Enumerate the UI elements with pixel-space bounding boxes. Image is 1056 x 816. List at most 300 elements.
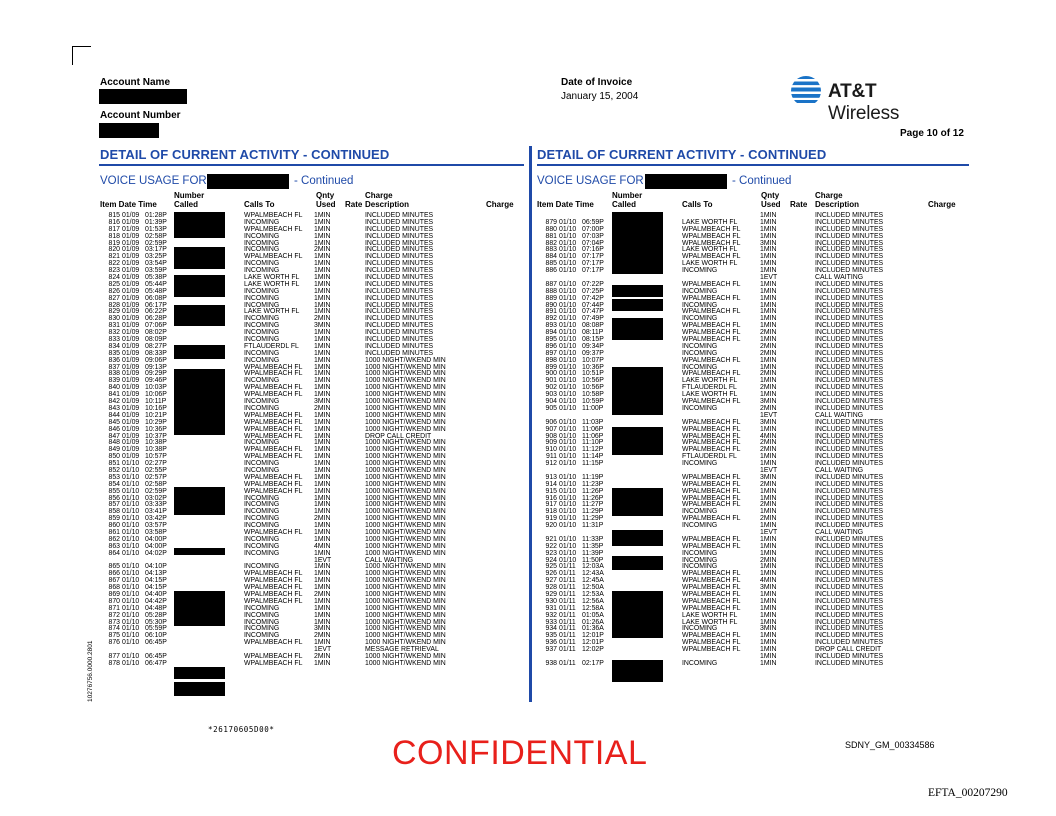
cell-item-number: 919 xyxy=(545,515,557,523)
cell-date: 01/10 xyxy=(559,246,577,254)
cell-time: 11:26P xyxy=(582,494,604,502)
cell-quantity: 2MIN xyxy=(314,632,331,640)
redacted-numbers xyxy=(612,488,663,516)
cell-quantity: 1MIN xyxy=(314,604,331,612)
cell-calls-to: INCOMING xyxy=(682,342,718,350)
cell-time: 06:22P xyxy=(145,308,167,316)
cell-calls-to: INCOMING xyxy=(244,294,280,302)
cell-item-number: 849 xyxy=(108,446,120,454)
cell-description: 1000 NIGHT/WKEND MIN xyxy=(365,398,446,406)
cell-time: 12:58A xyxy=(582,604,604,612)
cell-quantity: 2MIN xyxy=(760,404,777,412)
cell-time: 04:00P xyxy=(145,542,167,550)
cell-quantity: 1EVT xyxy=(760,274,778,282)
cell-description: INCLUDED MINUTES xyxy=(815,239,884,247)
cell-calls-to: INCOMING xyxy=(244,535,280,543)
cell-time: 01:26A xyxy=(582,618,604,626)
cell-date: 01/09 xyxy=(122,246,140,254)
cell-item-number: 928 xyxy=(545,584,557,592)
cell-description: 1000 NIGHT/WKEND MIN xyxy=(365,404,446,412)
cell-item-number: 915 xyxy=(545,487,557,495)
cell-date: 01/09 xyxy=(122,294,140,302)
cell-item-number: 870 xyxy=(108,597,120,605)
cell-date: 01/10 xyxy=(559,356,577,364)
cell-calls-to: FTLAUDERDL FL xyxy=(244,342,299,350)
cell-item-number: 918 xyxy=(545,508,557,516)
cell-calls-to: WPALMBEACH FL xyxy=(244,225,303,233)
cell-description: INCLUDED MINUTES xyxy=(815,625,884,633)
cell-quantity: 1MIN xyxy=(314,287,331,295)
cell-quantity: 2MIN xyxy=(760,349,777,357)
cell-item-number: 887 xyxy=(545,280,557,288)
cell-time: 06:10P xyxy=(145,632,167,640)
cell-item-number: 846 xyxy=(108,425,120,433)
cell-date: 01/09 xyxy=(122,253,140,261)
cell-date: 01/10 xyxy=(122,590,140,598)
cell-quantity: 1MIN xyxy=(314,363,331,371)
cell-date: 01/11 xyxy=(559,570,576,578)
cell-item-number: 884 xyxy=(545,253,557,261)
cell-quantity: 1MIN xyxy=(314,528,331,536)
cell-description: INCLUDED MINUTES xyxy=(815,570,884,578)
cell-time: 06:17P xyxy=(145,301,167,309)
redacted-numbers xyxy=(174,345,225,359)
cell-item-number: 858 xyxy=(108,508,120,516)
cell-time: 10:38P xyxy=(145,439,167,447)
cell-description: INCLUDED MINUTES xyxy=(815,508,884,516)
cell-description: 1000 NIGHT/WKEND MIN xyxy=(365,590,446,598)
cell-quantity: 1MIN xyxy=(760,453,777,461)
cell-quantity: 1MIN xyxy=(314,577,331,585)
cell-time: 01:39P xyxy=(145,218,167,226)
cell-item-number: 925 xyxy=(545,563,557,571)
left-col-used: Used xyxy=(316,200,336,209)
sdny-bates: SDNY_GM_00334586 xyxy=(845,740,935,750)
cell-date: 01/10 xyxy=(559,253,577,261)
cell-calls-to: WPALMBEACH FL xyxy=(244,425,303,433)
cell-time: 10:58P xyxy=(582,391,604,399)
cell-time: 10:37P xyxy=(145,432,167,440)
cell-calls-to: WPALMBEACH FL xyxy=(682,577,741,585)
cell-description: 1000 NIGHT/WKEND MIN xyxy=(365,446,446,454)
cell-description: INCLUDED MINUTES xyxy=(815,542,884,550)
cell-item-number: 880 xyxy=(545,225,557,233)
cell-description: INCLUDED MINUTES xyxy=(365,342,434,350)
cell-description: INCLUDED MINUTES xyxy=(815,632,884,640)
cell-date: 01/10 xyxy=(122,570,140,578)
left-col-rate: Rate xyxy=(345,200,363,209)
cell-description: 1000 NIGHT/WKEND MIN xyxy=(365,460,446,468)
cell-calls-to: WPALMBEACH FL xyxy=(682,515,741,523)
cell-time: 10:56P xyxy=(582,384,604,392)
cell-calls-to: FTLAUDERDL FL xyxy=(682,453,737,461)
cell-time: 12:50A xyxy=(582,584,604,592)
cell-time: 11:19P xyxy=(582,473,604,481)
cell-quantity: 1MIN xyxy=(314,274,331,282)
cell-date: 01/09 xyxy=(122,411,140,419)
cell-time: 12:02P xyxy=(582,646,604,654)
cell-description: INCLUDED MINUTES xyxy=(365,315,434,323)
cell-calls-to: INCOMING xyxy=(244,625,280,633)
cell-date: 01/10 xyxy=(559,494,577,502)
cell-calls-to: WPALMBEACH FL xyxy=(682,535,741,543)
cell-calls-to: INCOMING xyxy=(682,508,718,516)
cell-quantity: 2MIN xyxy=(760,480,777,488)
cell-date: 01/10 xyxy=(559,260,577,268)
cell-calls-to: WPALMBEACH FL xyxy=(244,411,303,419)
cell-time: 04:02P xyxy=(145,549,167,557)
cell-item-number: 922 xyxy=(545,542,557,550)
cell-time: 10:11P xyxy=(145,398,167,406)
cell-item-number: 841 xyxy=(108,391,120,399)
cell-date: 01/10 xyxy=(559,549,577,557)
usage-row xyxy=(100,661,525,668)
cell-quantity: 1MIN xyxy=(314,253,331,261)
cell-description: CALL WAITING xyxy=(365,556,414,564)
right-col-rate: Rate xyxy=(790,200,808,209)
cell-description: DROP CALL CREDIT xyxy=(365,432,432,440)
cell-time: 10:07P xyxy=(582,356,604,364)
cell-description: INCLUDED MINUTES xyxy=(815,301,884,309)
cell-date: 01/11 xyxy=(559,632,576,640)
cell-calls-to: WPALMBEACH FL xyxy=(682,239,741,247)
cell-description: INCLUDED MINUTES xyxy=(815,377,884,385)
cell-date: 01/11 xyxy=(559,625,576,633)
right-col-called: Called xyxy=(612,200,637,209)
cell-time: 10:56P xyxy=(582,377,604,385)
cell-item-number: 844 xyxy=(108,411,120,419)
cell-item-number: 905 xyxy=(545,404,557,412)
cell-item-number: 830 xyxy=(108,315,120,323)
cell-description: 1000 NIGHT/WKEND MIN xyxy=(365,501,446,509)
cell-quantity: 3MIN xyxy=(760,584,777,592)
cell-calls-to: INCOMING xyxy=(244,246,280,254)
cell-quantity: 1MIN xyxy=(314,563,331,571)
cell-calls-to: INCOMING xyxy=(244,611,280,619)
cell-description: DROP CALL CREDIT xyxy=(815,646,882,654)
cell-date: 01/10 xyxy=(122,639,140,647)
cell-description: INCLUDED MINUTES xyxy=(815,212,884,219)
cell-quantity: 1MIN xyxy=(760,225,777,233)
cell-date: 01/10 xyxy=(122,584,140,592)
cell-calls-to: INCOMING xyxy=(244,494,280,502)
cell-date: 01/11 xyxy=(559,584,576,592)
cell-quantity: 1MIN xyxy=(760,315,777,323)
cell-calls-to: INCOMING xyxy=(244,322,280,330)
left-col-calls-to: Calls To xyxy=(244,200,275,209)
cell-item-number: 933 xyxy=(545,618,557,626)
cell-quantity: 4MIN xyxy=(760,577,777,585)
cell-calls-to: WPALMBEACH FL xyxy=(244,384,303,392)
page-number: Page 10 of 12 xyxy=(900,128,964,139)
cell-date: 01/10 xyxy=(559,342,577,350)
cell-date: 01/11 xyxy=(559,659,576,667)
cell-description: INCLUDED MINUTES xyxy=(365,225,434,233)
cell-time: 05:44P xyxy=(145,280,167,288)
cell-item-number: 826 xyxy=(108,287,120,295)
cell-quantity: 1MIN xyxy=(760,391,777,399)
cell-quantity: 1MIN xyxy=(760,246,777,254)
cell-quantity: 1MIN xyxy=(314,611,331,619)
cell-quantity: 1MIN xyxy=(760,232,777,240)
cell-quantity: 1MIN xyxy=(760,336,777,344)
cell-description: INCLUDED MINUTES xyxy=(815,218,884,226)
cell-description: 1000 NIGHT/WKEND MIN xyxy=(365,515,446,523)
cell-quantity: 1MIN xyxy=(314,377,331,385)
cell-date: 01/10 xyxy=(559,384,577,392)
cell-calls-to: LAKE WORTH FL xyxy=(682,611,738,619)
cell-calls-to: WPALMBEACH FL xyxy=(244,653,303,660)
cell-date: 01/09 xyxy=(122,418,140,426)
cell-description: INCLUDED MINUTES xyxy=(815,618,884,626)
cell-item-number: 898 xyxy=(545,356,557,364)
cell-date: 01/09 xyxy=(122,336,140,344)
cell-item-number: 855 xyxy=(108,487,120,495)
cell-quantity: 2MIN xyxy=(760,556,777,564)
cell-quantity: 3MIN xyxy=(760,625,777,633)
cell-calls-to: WPALMBEACH FL xyxy=(682,225,741,233)
cell-item-number: 829 xyxy=(108,308,120,316)
redacted-account-name xyxy=(99,89,187,104)
cell-item-number: 862 xyxy=(108,535,120,543)
cell-quantity: 1MIN xyxy=(760,460,777,468)
cell-date: 01/10 xyxy=(122,577,140,585)
cell-calls-to: INCOMING xyxy=(682,659,718,667)
cell-time: 11:33P xyxy=(582,535,604,543)
cell-description: INCLUDED MINUTES xyxy=(815,439,884,447)
cell-description: 1000 NIGHT/WKEND MIN xyxy=(365,653,446,660)
cell-quantity: 1MIN xyxy=(314,336,331,344)
cell-item-number: 867 xyxy=(108,577,120,585)
cell-quantity: 1MIN xyxy=(760,535,777,543)
cell-date: 01/09 xyxy=(122,425,140,433)
cell-calls-to: WPALMBEACH FL xyxy=(682,473,741,481)
cell-quantity: 2MIN xyxy=(760,342,777,350)
cell-date: 01/09 xyxy=(122,301,140,309)
left-col-charge: Charge xyxy=(486,200,514,209)
cell-date: 01/09 xyxy=(122,260,140,268)
cell-quantity: 1MIN xyxy=(314,494,331,502)
cell-quantity: 2MIN xyxy=(314,590,331,598)
cell-quantity: 1MIN xyxy=(314,480,331,488)
right-col-number: Number xyxy=(612,191,643,200)
cell-item-number: 909 xyxy=(545,439,557,447)
cell-date: 01/10 xyxy=(122,473,140,481)
cell-calls-to: WPALMBEACH FL xyxy=(682,356,741,364)
cell-time: 07:17P xyxy=(582,253,604,261)
cell-calls-to: INCOMING xyxy=(682,363,718,371)
cell-date: 01/09 xyxy=(122,315,140,323)
cell-calls-to: FTLAUDERDL FL xyxy=(682,384,737,392)
cell-description: INCLUDED MINUTES xyxy=(815,260,884,268)
cell-item-number: 937 xyxy=(545,646,557,654)
cell-date: 01/10 xyxy=(122,508,140,516)
cell-time: 10:16P xyxy=(145,404,167,412)
cell-quantity: 1MIN xyxy=(314,294,331,302)
cell-calls-to: WPALMBEACH FL xyxy=(244,480,303,488)
redacted-numbers xyxy=(174,548,225,555)
cell-quantity: 1MIN xyxy=(760,570,777,578)
cell-description: 1000 NIGHT/WKEND MIN xyxy=(365,542,446,550)
cell-item-number: 838 xyxy=(108,370,120,378)
cell-date: 01/10 xyxy=(559,556,577,564)
cell-quantity: 1MIN xyxy=(314,501,331,509)
cell-item-number: 883 xyxy=(545,246,557,254)
cell-date: 01/10 xyxy=(559,301,577,309)
cell-item-number: 890 xyxy=(545,301,557,309)
cell-date: 01/09 xyxy=(122,329,140,337)
cell-time: 02:59P xyxy=(145,239,167,247)
cell-time: 11:39P xyxy=(582,549,604,557)
cell-item-number: 837 xyxy=(108,363,120,371)
cell-quantity: 1MIN xyxy=(760,287,777,295)
redacted-numbers xyxy=(612,591,663,638)
cell-time: 11:35P xyxy=(582,542,604,550)
usage-row xyxy=(537,406,969,413)
cell-date: 01/10 xyxy=(559,404,577,412)
cell-time: 05:48P xyxy=(145,287,167,295)
cell-description: INCLUDED MINUTES xyxy=(815,322,884,330)
cell-calls-to: WPALMBEACH FL xyxy=(682,646,741,654)
cell-date: 01/09 xyxy=(122,280,140,288)
cell-date: 01/10 xyxy=(122,597,140,605)
cell-quantity: 1MIN xyxy=(760,653,777,660)
cell-quantity: 1MIN xyxy=(760,618,777,626)
cell-description: INCLUDED MINUTES xyxy=(815,418,884,426)
cell-calls-to: WPALMBEACH FL xyxy=(682,432,741,440)
cell-time: 08:09P xyxy=(145,336,167,344)
cell-date: 01/11 xyxy=(559,639,576,647)
cell-item-number: 852 xyxy=(108,466,120,474)
cell-time: 09:29P xyxy=(145,370,167,378)
cell-calls-to: WPALMBEACH FL xyxy=(682,370,741,378)
cell-item-number: 857 xyxy=(108,501,120,509)
left-col-description: Description xyxy=(365,200,410,209)
cell-date: 01/10 xyxy=(122,604,140,612)
cell-item-number: 821 xyxy=(108,253,120,261)
cell-description: 1000 NIGHT/WKEND MIN xyxy=(365,487,446,495)
left-title-rule xyxy=(99,164,524,166)
cell-time: 08:33P xyxy=(145,349,167,357)
cell-description: INCLUDED MINUTES xyxy=(815,639,884,647)
cell-date: 01/09 xyxy=(122,239,140,247)
cell-item-number: 916 xyxy=(545,494,557,502)
cell-date: 01/10 xyxy=(559,315,577,323)
cell-calls-to: INCOMING xyxy=(244,218,280,226)
redacted-numbers xyxy=(174,591,225,626)
cell-quantity: 2MIN xyxy=(314,653,331,660)
cell-item-number: 891 xyxy=(545,308,557,316)
cell-description: INCLUDED MINUTES xyxy=(815,515,884,523)
cell-date: 01/11 xyxy=(559,618,576,626)
cell-calls-to: WPALMBEACH FL xyxy=(682,590,741,598)
cell-date: 01/10 xyxy=(122,466,140,474)
cell-quantity: 3MIN xyxy=(314,398,331,406)
cell-description: 1000 NIGHT/WKEND MIN xyxy=(365,597,446,605)
right-voice-continued: - Continued xyxy=(732,175,792,187)
cell-quantity: 1MIN xyxy=(314,508,331,516)
cell-item-number: 882 xyxy=(545,239,557,247)
cell-date: 01/10 xyxy=(559,460,577,468)
redacted-numbers xyxy=(174,305,225,326)
cell-quantity: 1MIN xyxy=(760,611,777,619)
cell-item-number: 894 xyxy=(545,329,557,337)
cell-date: 01/10 xyxy=(122,480,140,488)
cell-date: 01/10 xyxy=(122,522,140,530)
cell-item-number: 835 xyxy=(108,349,120,357)
cell-quantity: 1MIN xyxy=(760,549,777,557)
cell-item-number: 904 xyxy=(545,398,557,406)
cell-date: 01/09 xyxy=(122,342,140,350)
cell-calls-to: INCOMING xyxy=(244,260,280,268)
cell-calls-to: INCOMING xyxy=(244,522,280,530)
cell-item-number: 902 xyxy=(545,384,557,392)
cell-date: 01/10 xyxy=(559,363,577,371)
cell-date: 01/10 xyxy=(559,377,577,385)
cell-calls-to: WPALMBEACH FL xyxy=(682,253,741,261)
cell-calls-to: INCOMING xyxy=(682,556,718,564)
cell-item-number: 825 xyxy=(108,280,120,288)
redacted-numbers xyxy=(612,556,663,570)
cell-item-number: 863 xyxy=(108,542,120,550)
cell-date: 01/11 xyxy=(559,597,576,605)
cell-description: 1000 NIGHT/WKEND MIN xyxy=(365,625,446,633)
cell-description: 1000 NIGHT/WKEND MIN xyxy=(365,570,446,578)
cell-item-number: 875 xyxy=(108,632,120,640)
cell-quantity: 2MIN xyxy=(314,404,331,412)
cell-quantity: 1MIN xyxy=(314,439,331,447)
cell-time: 11:10P xyxy=(582,439,604,447)
cell-calls-to: WPALMBEACH FL xyxy=(244,590,303,598)
cell-item-number: 886 xyxy=(545,267,557,275)
cell-time: 12:03A xyxy=(582,563,604,571)
cell-calls-to: LAKE WORTH FL xyxy=(682,260,738,268)
cell-calls-to: WPALMBEACH FL xyxy=(244,659,303,667)
cell-time: 01:36A xyxy=(582,625,604,633)
cell-description: INCLUDED MINUTES xyxy=(365,280,434,288)
cell-time: 10:06P xyxy=(145,391,167,399)
cell-date: 01/10 xyxy=(122,494,140,502)
cell-description: 1000 NIGHT/WKEND MIN xyxy=(365,535,446,543)
cell-description: INCLUDED MINUTES xyxy=(815,384,884,392)
cell-time: 03:25P xyxy=(145,253,167,261)
cell-time: 01:28P xyxy=(145,212,167,219)
cell-item-number: 936 xyxy=(545,639,557,647)
cell-calls-to: INCOMING xyxy=(244,315,280,323)
cell-date: 01/10 xyxy=(559,508,577,516)
cell-time: 03:02P xyxy=(145,494,167,502)
redacted-numbers xyxy=(612,530,663,546)
cell-quantity: 1MIN xyxy=(314,384,331,392)
cell-quantity: 1MIN xyxy=(314,225,331,233)
cell-time: 05:59P xyxy=(145,625,167,633)
cell-calls-to: WPALMBEACH FL xyxy=(682,501,741,509)
cell-time: 03:57P xyxy=(145,522,167,530)
cell-date: 01/10 xyxy=(559,349,577,357)
cell-date: 01/10 xyxy=(559,329,577,337)
cell-date: 01/10 xyxy=(559,232,577,240)
cell-time: 07:06P xyxy=(145,322,167,330)
cell-item-number: 831 xyxy=(108,322,120,330)
cell-quantity: 3MIN xyxy=(760,239,777,247)
cell-quantity: 1MIN xyxy=(760,590,777,598)
cell-time: 11:50P xyxy=(582,556,604,564)
cell-date: 01/09 xyxy=(122,363,140,371)
cell-quantity: 1MIN xyxy=(760,294,777,302)
cell-item-number: 917 xyxy=(545,501,557,509)
cell-quantity: 1MIN xyxy=(314,308,331,316)
cell-calls-to: INCOMING xyxy=(244,267,280,275)
